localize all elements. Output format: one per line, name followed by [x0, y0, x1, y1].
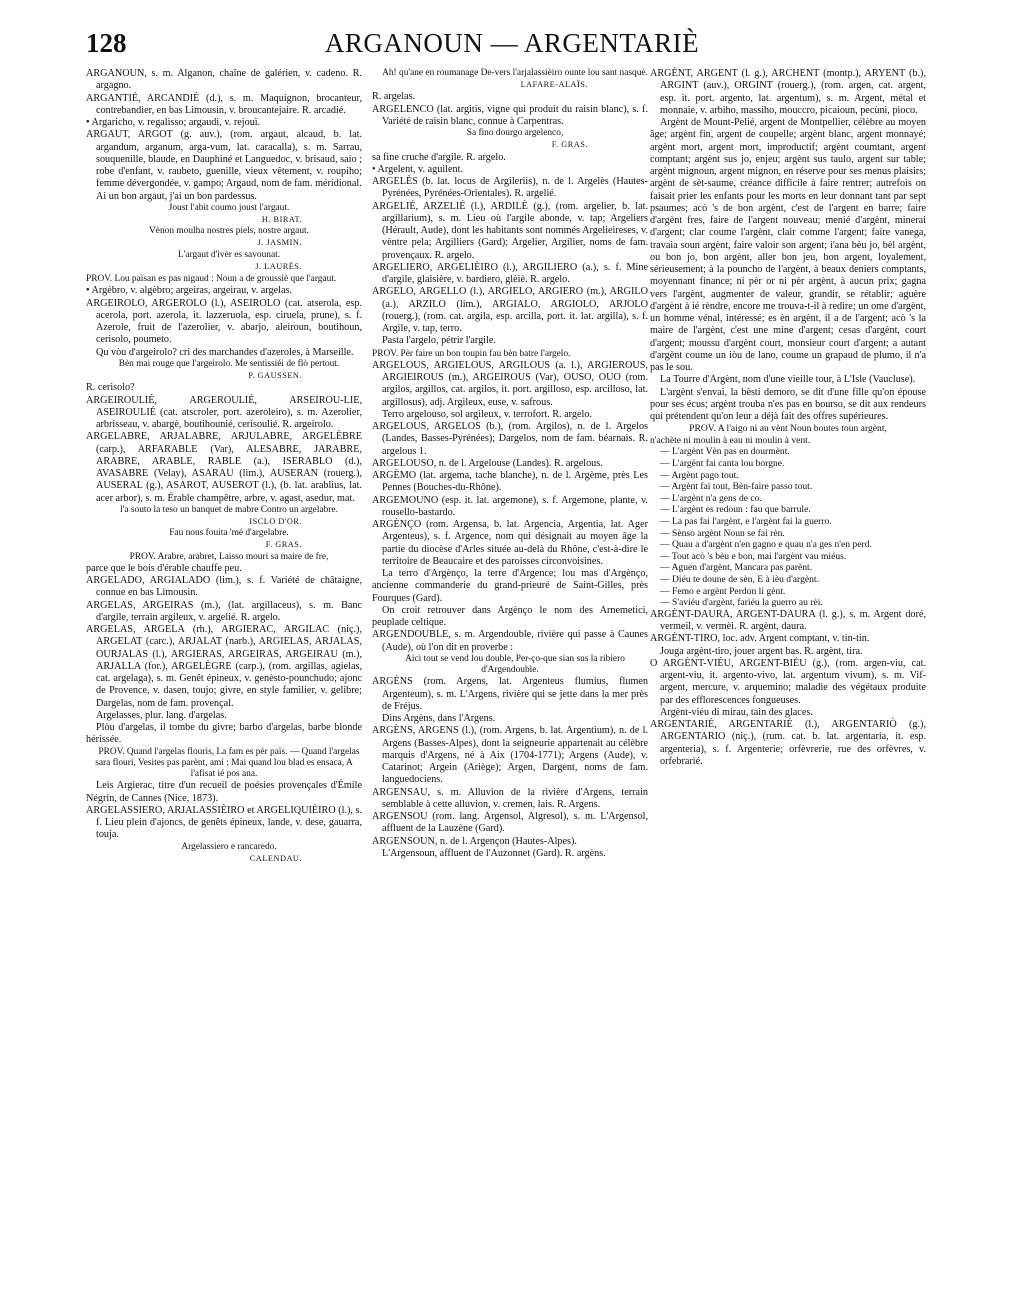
citation-author: ISCLO D'OR.	[249, 517, 302, 527]
entry: ARGENDOUBLE, s. m. Argendouble, rivière qui passe à Caunes (Aude), où l'on dit en proverbe :	[372, 629, 648, 653]
citation-author: F. GRAS.	[265, 540, 302, 550]
citation: L'argaut d'ivèr es savounat.	[177, 249, 281, 260]
entry: • Argèbro, v. algèbro; argeiras, argeirau, v. argelas.	[86, 285, 293, 297]
citation-author: P. GAUSSEN.	[248, 371, 302, 381]
citation-author: H. BIRAT.	[261, 214, 302, 224]
citation: l'a souto la teso un banquet de mabre Contro un argelabre.	[120, 504, 338, 515]
citation: Fau nous fouita 'mé d'argelabre.	[169, 528, 289, 539]
example: L'Argensoun, affluent de l'Auzonnet (Gard). R. argèns.	[382, 847, 606, 859]
entry: ARGENSOU (rom. lang. Argensol, Algresol), s. m. L'Argensol, affluent de la Lauzène (Gard).	[372, 811, 648, 835]
entry: ARGÈNT, ARGENT (l. g.), ARCHENT (montp.), ARYENT (b.), ARGINT (auv.), ORGINT (rouerg.), (rom. argen, cat. argent, esp. it. port. argento, lat. argentum), s. m. Argent, métal et monnaie, v. arbiho, massiho, mouccro, picaioun, pecùni, pioco.	[650, 68, 926, 116]
entry: ARGENSOUN, n. de l. Argençon (Hautes-Alpes).	[372, 835, 577, 847]
example: Leis Argierac, titre d'un recueil de poésies provençales d'Émile Négrin, de Cannes (Nice, 1873).	[86, 780, 362, 804]
entry: ARGELÈS (b. lat. locus de Argileriis), n. de l. Argelès (Hautes-Pyrénées, Pyrénées-Orientales). R. argelié.	[372, 176, 648, 200]
proverb-translation: n'achète ni moulin à eau ni moulin à vent.	[650, 434, 811, 446]
entry: ARGELO, ARGELLO (l.), ARGIELO, ARGIERO (m.), ARGILO (a.), ARZILO (lim.), ARGIALO, ARGIOLO, ARJOLO (rouerg.), (rom. cat. argila, esp. arcilla, port. it. lat. argilla), s. f. Argile, v. tap, terro.	[372, 286, 648, 335]
entry: ARGÈNT-DAURA, ARGENT-DAURA (l. g.), s. m. Argent doré, vermeil, v. vermèi. R. argènt, daura.	[650, 608, 926, 632]
column-left	[86, 68, 362, 865]
example: Terro argelouso, sol argileux, v. terrofort. R. argelo.	[382, 408, 592, 420]
etymology: R. argelas.	[372, 91, 416, 103]
citation-author: J. JASMIN.	[257, 238, 302, 248]
citation-author: LAFARE-ALAÏS.	[520, 80, 588, 90]
entry: ARGÈNS, ARGENS (l.), (rom. Argens, b. lat. Argentium), n. de l. Argens (Basses-Alpes), dont la seigneurie appartenait au célèbre marquis d'Argens, né à Aix (1704-1771); Argens (Aude), v. Catarinot; Argein (Ariège); Argen, Dargent, noms de fam. languedociens.	[372, 725, 648, 786]
entry: ARGEIROULIÉ, ARGEROULIÉ, ARSEIROU-LIE, ASEIROULIÉ (cat. atscroler, port. azeroleiro), s. m. Azerolier, arbrisseau, v. abargè, boutihounié, cerisoulié. R. argeirolo.	[86, 394, 362, 431]
entry: ARGANOUN, s. m. Alganon, chaîne de galérien, v. cadeno. R. argagno.	[86, 68, 362, 92]
entry: O ARGÈNT-VIÉU, ARGENT-BIÉU (g.), (rom. argen-viu, cat. argent-viu, it. argento-vivo, lat. argentum vivum), s. m. Vif-argent, mercure, v. arquemino; maladie des végétaux produite par des efflorescences fongueuses.	[650, 657, 926, 706]
entry: ARGANTIÉ, ARCANDIÉ (d.), s. m. Maquignon, brocanteur, contrebandier, en bas Limousin, v. broucantejaire. R. arcadié.	[86, 92, 362, 116]
citation-author: F. GRAS.	[551, 140, 588, 150]
proverb: — L'argènt fai canta lou borgne.	[660, 458, 785, 470]
proverb: PROV. Arabre, arabret, Laisso mouri sa maire de fre,	[129, 551, 329, 562]
proverb-translation: parce que le bois d'érable chauffe peu.	[86, 562, 242, 574]
column-right	[650, 68, 926, 768]
proverb: Aici tout se vend lou double, Per-ço-que sian sus la ribiero d'Argendouble.	[405, 653, 625, 676]
entry: ARGÈNT-TIRO, loc. adv. Argent comptant, v. tin-tin.	[650, 633, 870, 645]
citation: Sa fino dourgo argelenco,	[466, 128, 564, 139]
example: On croit retrouver dans Argènço le nom des Arnemetici, peuplade celtique.	[372, 604, 648, 629]
entry: ARGELOUS, ARGIELOUS, ARGILOUS (a. l.), ARGIEROUS, ARGIEIROUS (m.), ARGEIROUS (Var), OUSO, OUO (rom. argilos, argillos, cat. argilos, it. port. argilloso, esp. arcilloso, lat. argillosus), adj. Argileux, euse, v. safrous.	[372, 359, 648, 408]
proverb: PROV. Lou païsan es pas nigaud : Noun a de groussiè que l'argaut.	[86, 274, 337, 285]
column-middle	[372, 68, 648, 860]
proverb: — Argènt pago tout.	[660, 469, 739, 481]
proverb: PROV. Pèr faire un bon toupin fau bèn batre l'argelo.	[372, 348, 571, 359]
translation: sa fine cruche d'argile. R. argelo.	[372, 151, 506, 163]
entry: ARGELASSIERO, ARJALASSIÈIRO et ARGELIQUIÈIRO (l.), s. f. Lieu plein d'ajoncs, de genêts épineux, lande, v. dese, gauarra, touja.	[86, 804, 362, 841]
entry: ARGELENCO (lat. argitis, vigne qui produit du raisin blanc), s. f. Variété de raisin blanc, connue à Carpentras.	[372, 103, 648, 127]
entry: ARGELABRE, ARJALABRE, ARJULABRE, ARGELÈBRE (carp.), ARFARABLE (Var), ALESABRE, JARABRE, ARABRE, ARABLE, RABLE (a.), ISERABLO (d.), AVASABRE (Velay), ASARAU (lim.), AUSERAN (rouerg.), AUSERAL (g.), ASAROT, AUSEROT (l.), (b. lat. arablius, lat. acer arbor), s. m. Érable champêtre, arbre, v. agast, asedur, mat.	[86, 431, 362, 504]
page-number: 128	[86, 28, 127, 58]
example: La terro d'Argènço, la terre d'Argence; lou mas d'Argènço, ancienne commanderie du grand-prieuré de Saint-Gilles, près Fourques (Gard).	[372, 568, 648, 604]
etymology: R. cerisolo?	[86, 382, 135, 394]
example: Dins Argèns, dans l'Argens.	[382, 713, 496, 725]
proverb: — L'argènt Vèn pas en dourmènt.	[660, 446, 790, 458]
entry: ARGAUT, ARGOT (g. auv.), (rom. argaut, alcaud, b. lat. argandum, arganum, arga-vum, lat. caracalla), s. m. Sarrau, souquenille, blaude, en Dauphiné et Languedoc, v. brisaud, saio ; robe d'enfant, v. raubeto, guenille, vieux vêtement, v. roupiho; femme dévergondée, v. gampo; Argaud, nom de fam. méridional.	[86, 129, 362, 190]
proverb: — Quau a d'argènt n'en gagno e quau n'a ges n'en perd.	[660, 539, 872, 551]
citation: Joust l'abit coumo joust l'argaut.	[168, 202, 290, 213]
example: Qu vòu d'argeirolo? cri des marchandes d'azeroles, à Marseille.	[96, 346, 354, 358]
entry: • Argelent, v. aguilent.	[372, 163, 463, 175]
entry: ARGEIROLO, ARGEROLO (l.), ASEIROLO (cat. atserola, esp. acerola, port. azerola, it. lazzeruola, esp. ciruela, prune), s. f. Azerole, fruit de l'azerolier, v. abarjo, aleiroun, boutihoun, cerisolo, poumeto.	[86, 297, 362, 346]
proverb: — Diéu te doune de sèn, E à ièu d'argènt.	[660, 573, 819, 585]
proverb: — Argènt fai tout, Bèn-faire passo tout.	[660, 481, 813, 493]
proverb: — Tout acò 's bèu e bon, mai l'argènt vau miéus.	[660, 550, 847, 562]
citation: Argelassiero e rancaredo.	[181, 841, 277, 852]
proverb: — Aguen d'argènt, Mancara pas parènt.	[660, 562, 813, 574]
entry: ARGELIÉ, ARZELIÉ (l.), ARDILÈ (g.), (rom. argelier, b. lat. argillarium), s. m. Lieu où l'argile abonde, v. tap; Argeliers (Hérault, Aude), dont les habitants sont nommés Argelieireses, v. vèntre pela; Argilliers (Gard); Argelier, Argilier, noms de fam. provençaux. R. argelo.	[372, 200, 648, 261]
entry: ARGELADO, ARGIALADO (lim.), s. f. Variété de châtaigne, connue en bas Limousin.	[86, 575, 362, 599]
entry: • Argaricho, v. regalisso; argaudi, v. rejouï.	[86, 117, 261, 128]
entry: ARGEMOUNO (esp. it. lat. argemone), s. f. Argemone, plante, v. rousello-bastardo.	[372, 494, 648, 518]
proverb: — S'aviéu d'argènt, fariéu la guerro au rèi.	[660, 597, 823, 609]
example: La Tourre d'Argènt, nom d'une vieille tour, à L'Isle (Vaucluse).	[660, 374, 916, 386]
example: Plòu d'argelas, il tombe du givre; barbo d'argelas, barbe blonde hérissée.	[86, 722, 362, 746]
proverb: — Femo e argènt Perdon li gènt.	[660, 585, 786, 597]
proverb: PROV. Quand l'argelas flouris, La fam es pèr païs. — Quand l'argelas sara flouri, Vesites pas parènt, ami : Mai quand lou blad es ensaca, A l'afisat ié pos ana.	[95, 746, 360, 780]
entry: ARGELOUS, ARGELOS (b.), (rom. Argilos), n. de l. Argelos (Landes, Basses-Pyrénées); Dargelos, nom de fam. béarnais. R. argelous 1.	[372, 421, 648, 457]
example: L'argènt s'envai, la bèsti demoro, se dit d'une fille qu'on épouse pour ses écus; argènt trouba n'es pas en bourso, se dit aux rendeurs qui prétendent qu'on leur a déjà fait des offres supérieures.	[650, 386, 926, 422]
entry: ARGELOUSO, n. de l. Argelouse (Landes). R. argelous.	[372, 457, 603, 469]
entry: ARGELAS, ARGELA (rh.), ARGIERAC, ARGILAC (niç.), ARGELAT (carc.), ARJALAT (narb.), ARGIELAS, ARJALAS, OURJALAS (l.), ARGIERAS, ARGEIRAS, ARGEIRAU (m.), ARJALLA (for.), ARGELÈGRE (carp.), (rom. argillas, agielas, cat. argelaga), s. m. Genêt épineux, v. genèsto-pounchudo; ajonc de Provence, v. dasen, toujo; givre, en style familier, v. gelibre; Dargelas, nom de fam. provençal.	[86, 624, 362, 709]
running-title: ARGANOUN — ARGENTARIÈ	[324, 28, 700, 58]
proverb: PROV. A l'aigo ni au vènt Noun boutes toun argènt,	[689, 423, 887, 435]
example: Argelasses, plur. lang. d'argelas.	[96, 709, 227, 721]
citation-author: CALENDAU.	[249, 853, 302, 863]
entry: ARGENTARIÉ, ARGENTARIÉ (l.), ARGENTARIÒ (g.), ARGENTARIO (niç.), (rum. cat. b. lat. argentaria, it. esp. argenteria), s. f. Argenterie; orfèvrerie, rue des orfèvres, v. orfebrarié.	[650, 719, 926, 767]
entry: ARGÈMO (lat. argema, tache blanche), n. de l. Argème, près Les Pennes (Bouches-du-Rhône).	[372, 470, 648, 494]
proverb: — L'argènt n'a gens de co.	[660, 492, 762, 504]
citation: Bèn mai rouge que l'argeirolo. Me sentissiéi de flò pertout.	[118, 358, 340, 369]
page-header	[86, 28, 938, 68]
citation: Vènon moulha nostres piels, nostre argaut.	[149, 226, 309, 237]
entry: ARGÈNS (rom. Argens, lat. Argenteus flumius, flumen Argenteum), s. m. L'Argens, rivière qui se jette dans la mer près de Fréjus.	[372, 676, 648, 712]
proverb: — L'argènt es redoun : fau que barrule.	[660, 504, 811, 516]
entry: ARGELIERO, ARGELIÈIRO (l.), ARGILIERO (a.), s. f. Mine d'argile, glaisière, v. bardiero, glèiè. R. argelo.	[372, 261, 648, 286]
proverb: — La pas fai l'argènt, e l'argènt fai la guerro.	[660, 516, 832, 527]
citation: Ah! qu'ane en roumanage De-vers l'arjalassièiro ounte lou sant nasquè.	[382, 68, 648, 78]
citation-author: J. LAURÈS.	[255, 261, 302, 271]
example: Ai un bon argaut, j'ai un bon pardessus.	[96, 190, 257, 202]
example: Argènt-viéu di mirau, tain des glaces.	[660, 706, 813, 718]
example: Argènt de Mount-Pelié, argent de Montpellier, célèbre au moyen âge; argènt fin, argent de coupelle; argènt blanc, argent monnayé; argènt mort, argent mort, improductif; argènt coumtant, argent comptant; argènt sus jo, enjeu; argènt sus taulo, argent sur table; argènt mignoun, argent mignon, en réserve pour ses menus plaisirs; argènt de sèt-saume, créance difficile à faire rentrer; autrefois on faisait prier les enfants pour les morts en leur donnant tant par sept psaumes; acò 's de bon argènt, c'est de l'argent en barre; faire d'argènt fres, faire de l'argent nouveau; menié d'argènt, minerai d'argent; clar coume l'argènt, clair comme l'argent; faire vanega, travaia soun argènt, faire valoir son argent; i'ana bèu jo, bèl argènt, ou bon jo, bon argènt, aller bon jeu, bon argent, loyalement, sérieusement; à la pouncho de l'argènt, à beaux deniers comptants, moyennant finance; ni pèr or ni pèr argènt, à aucun prix; gagna vers l'argènt, augmenter de valeur, grandir, se rétablir; aguère d'argènt à ié rèndre, encore me trouva-t-il à redire; un ome d'argènt, un homme vénal, intéressé; es èn argènt, il a de l'argent; acò 's la maire de l'argènt, c'est une mine d'argent; cesas d'argènt, court d'argent; moussu d'argènt court, monsieur court d'argent; a autant d'argènt coume un iòu de lano, coume un grapaud de plumo, il n'a pas le sou.	[650, 117, 926, 373]
entry: ARGELAS, ARGEIRAS (m.), (lat. argillaceus), s. m. Banc d'argile, terrain argileux, v. argelié. R. argelo.	[86, 599, 362, 623]
entry: ARGENSAU, s. m. Alluvion de la rivière d'Argens, terrain semblable à cette alluvion, v. cremen, lais. R. Argens.	[372, 786, 648, 810]
example: Pasta l'argelo, pétrir l'argile.	[382, 335, 496, 347]
example: Jouga argènt-tiro, jouer argent bas. R. argènt, tira.	[660, 645, 863, 657]
proverb-list	[650, 423, 926, 609]
proverb: — Sènso argènt Noun se fai rèn.	[660, 527, 785, 539]
entry: ARGÈNÇO (rom. Argensa, b. lat. Argencia, Argentia, lat. Ager Argenteus), s. f. Argence, nom qui désignait au moyen âge la partie du diocèse d'Arles située au-delà du Rhône, c'est-à-dire le territoire de Beaucaire et des paroisses circonvoisines.	[372, 519, 648, 567]
